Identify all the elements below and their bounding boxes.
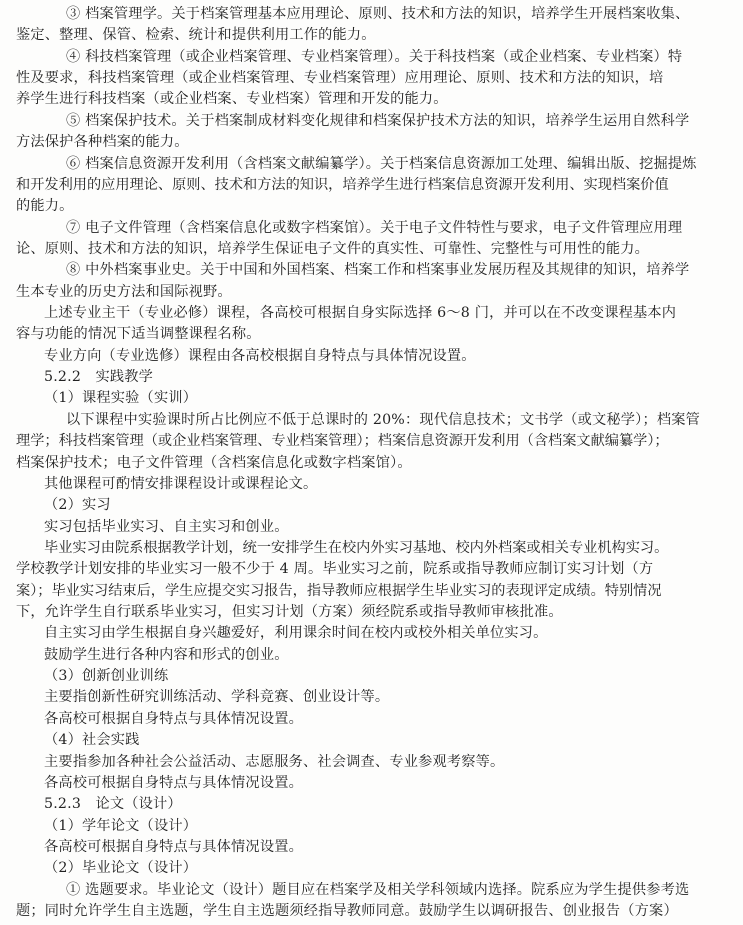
text-line: 其他课程可酌情安排课程设计或课程论文。 [44, 475, 318, 492]
text-line: ⑥ 档案信息资源开发利用（含档案文献编纂学）。关于档案信息资源加工处理、编辑出版、挖掘提炼 [66, 155, 697, 172]
text-line: 各高校可根据自身特点与具体情况设置。 [44, 838, 303, 855]
text-line: 主要指创新性研究训练活动、学科竞赛、创业设计等。 [44, 689, 390, 706]
subsection-heading: （4）社会实践 [44, 732, 140, 749]
text-line: 容与功能的情况下适当调整课程名称。 [16, 326, 261, 343]
text-line: 下，允许学生自行联系毕业实习，但实习计划（方案）须经院系或指导教师审核批准。 [16, 604, 563, 620]
text-line: 主要指参加各种社会公益活动、志愿服务、社会调查、专业参观考察等。 [44, 753, 505, 770]
text-line: 方法保护各种档案的能力。 [16, 134, 189, 151]
subsection-heading: （3）创新创业训练 [44, 668, 169, 685]
text-line: 档案保护技术；电子文件管理（含档案信息化或数字档案馆）。 [16, 454, 412, 471]
text-line: 养学生进行科技档案（或企业档案、专业档案）管理和开发的能力。 [16, 91, 448, 108]
subsection-heading: （2）毕业论文（设计） [44, 860, 198, 877]
text-line: ④ 科技档案管理（或企业档案管理、专业档案管理）。关于科技档案（或企业档案、专业档案）特 [66, 48, 683, 65]
text-line: 实习包括毕业实习、自主实习和创业。 [44, 518, 289, 535]
text-line: 理学；科技档案管理（或企业档案管理、专业档案管理）；档案信息资源开发利用（含档案文献编纂学）； [16, 433, 669, 450]
text-line: 专业方向（专业选修）课程由各高校根据自身特点与具体情况设置。 [44, 347, 476, 364]
text-line: 鉴定、整理、保管、检索、统计和提供利用工作的能力。 [16, 27, 376, 44]
text-line: 论、原则、技术和方法的知识，培养学生保证电子文件的真实性、可靠性、完整性与可用性的能力。 [16, 240, 650, 257]
text-line: 鼓励学生进行各种内容和形式的创业。 [44, 646, 289, 663]
subsection-heading: （1）课程实验（实训） [44, 390, 198, 407]
text-line: ⑧ 中外档案事业史。关于中国和外国档案、档案工作和档案事业发展历程及其规律的知识，培养学 [66, 262, 690, 279]
section-heading-5-2-3: 5.2.3 论文（设计） [44, 796, 182, 813]
text-line: 生本专业的历史方法和国际视野。 [16, 283, 232, 300]
text-line: 上述专业主干（专业必修）课程，各高校可根据自身实际选择 6～8 门，并可以在不改变课程基本内 [44, 305, 677, 321]
text-line: 各高校可根据自身特点与具体情况设置。 [44, 774, 303, 791]
text-line: 学校教学计划安排的毕业实习一般不少于 4 周。毕业实习之前，院系或指导教师应制订实习计划（方 [16, 561, 654, 578]
subsection-heading: （2）实习 [44, 497, 111, 514]
text-line: ⑤ 档案保护技术。关于档案制成材料变化规律和档案保护技术方法的知识，培养学生运用自然科学 [66, 112, 690, 129]
text-line: ③ 档案管理学。关于档案管理基本应用理论、原则、技术和方法的知识，培养学生开展档案收集、 [66, 6, 690, 22]
subsection-heading: （1）学年论文（设计） [44, 817, 198, 834]
text-line: 题；同时允许学生自主选题，学生自主选题须经指导教师同意。鼓励学生以调研报告、创业报告（方案） [16, 903, 678, 919]
section-heading-5-2-2: 5.2.2 实践教学 [44, 369, 154, 386]
text-line: 案）；毕业实习结束后，学生应提交实习报告，指导教师应根据学生毕业实习的表现评定成绩。特别情况 [16, 582, 662, 599]
text-line: 毕业实习由院系根据教学计划，统一安排学生在校内外实习基地、校内外档案或相关专业机构实习。 [44, 539, 669, 556]
text-line: 各高校可根据自身特点与具体情况设置。 [44, 710, 303, 727]
text-line: ⑦ 电子文件管理（含档案信息化或数字档案馆）。关于电子文件特性与要求，电子文件管理应用理 [66, 219, 683, 236]
text-line: 以下课程中实验课时所占比例应不低于总课时的 20%：现代信息技术；文书学（或文秘学）；档案管 [66, 411, 701, 428]
text-line: 的能力。 [16, 198, 74, 215]
text-line: 自主实习由学生根据自身兴趣爱好，利用课余时间在校内或校外相关单位实习。 [44, 625, 548, 642]
text-line: 性及要求，科技档案管理（或企业档案管理、专业档案管理）应用理论、原则、技术和方法的知识，培 [16, 70, 664, 87]
text-line: ① 选题要求。毕业论文（设计）题目应在档案学及相关学科领域内选择。院系应为学生提供参考选 [66, 881, 690, 898]
text-line: 和开发利用的应用理论、原则、技术和方法的知识，培养学生进行档案信息资源开发利用、实现档案价值 [16, 176, 669, 193]
